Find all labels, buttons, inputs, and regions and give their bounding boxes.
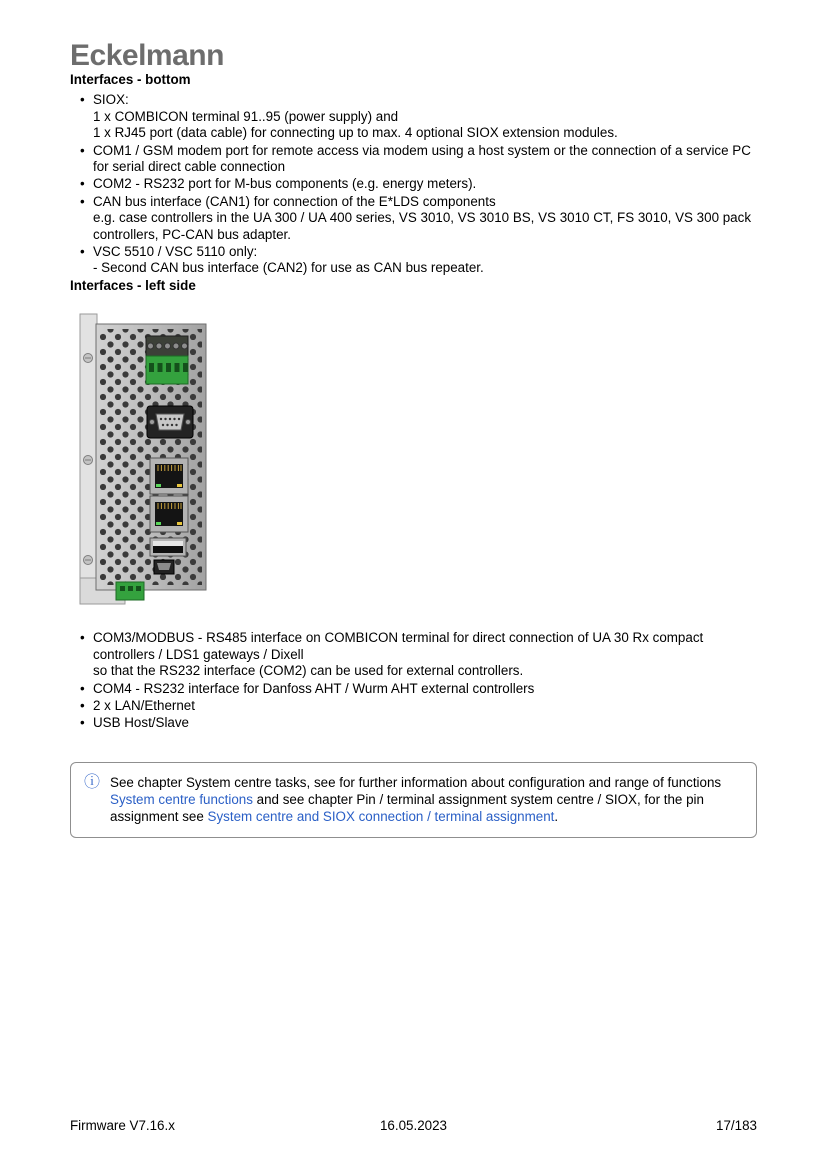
- list-item-line: 1 x RJ45 port (data cable) for connecting up to max. 4 optional SIOX extension modules.: [93, 125, 618, 141]
- list-item-line: • VSC 5510 / VSC 5110 only:: [93, 244, 258, 260]
- list-item-line: • COM4 - RS232 interface for Danfoss AHT / Wurm AHT external controllers: [93, 680, 535, 696]
- note-segment: and see chapter Pin / terminal assignment system centre / SIOX, for the pin assignment see: [110, 791, 704, 824]
- list-item-line: 1 x COMBICON terminal 91..95 (power supply) and: [93, 108, 399, 124]
- list-item-line: • USB Host/Slave: [93, 715, 190, 731]
- usb-slave-port-icon: [154, 560, 174, 574]
- device-left-side-image: [76, 310, 216, 610]
- info-icon: ⓘ: [84, 773, 101, 791]
- list-item-line: • COM3/MODBUS - RS485 interface on COMBICON terminal for direct connection of UA 30 Rx compact controllers / LDS1 gateways / Dixell: [93, 630, 704, 662]
- note-text: [110, 774, 742, 825]
- eckelmann-logo: Eckelmann: [70, 39, 224, 72]
- combicon-terminal-icon: [146, 336, 188, 384]
- link-system-centre-functions[interactable]: System centre functions: [110, 791, 253, 807]
- interfaces-left-list: [80, 630, 757, 731]
- interfaces-bottom-list: [80, 92, 757, 276]
- list-item-can: [80, 194, 757, 243]
- footer-page-number: 17/183: [716, 1118, 757, 1133]
- heading-interfaces-left-side: Interfaces - left side: [70, 277, 196, 293]
- list-item-line: e.g. case controllers in the UA 300 / UA 400 series, VS 3010, VS 3010 BS, VS 3010 CT, FS 3010, VS 300 pack controllers, PC-CAN bus adapter.: [93, 210, 752, 242]
- page-content: [70, 0, 757, 838]
- rj45-lan-port-2-icon: [150, 496, 188, 532]
- list-item-line: so that the RS232 interface (COM2) can be used for external controllers.: [93, 663, 524, 679]
- list-item-line: • CAN bus interface (CAN1) for connection of the E*LDS components: [93, 193, 496, 209]
- info-note-box: [70, 762, 757, 838]
- page-footer: [70, 1118, 757, 1134]
- list-item-vsc: [80, 244, 757, 277]
- list-item-com3: [80, 630, 757, 679]
- list-item-line: - Second CAN bus interface (CAN2) for use as CAN bus repeater.: [93, 260, 484, 276]
- bottom-combicon-connector-icon: [116, 582, 144, 600]
- list-item-siox: [80, 92, 757, 141]
- footer-date: 16.05.2023: [379, 1118, 448, 1133]
- dsub-serial-port-icon: [147, 406, 193, 438]
- note-segment: See chapter System centre tasks, see for further information about configuration and range of functions: [110, 774, 722, 790]
- usb-host-port-icon: [150, 538, 186, 556]
- list-item-usb: [80, 715, 757, 731]
- note-segment: .: [554, 808, 559, 824]
- rj45-lan-port-1-icon: [150, 458, 188, 494]
- link-system-centre-siox-terminal-assignment[interactable]: System centre and SIOX connection / terminal assignment: [207, 808, 555, 824]
- list-item-com2: [80, 176, 757, 192]
- list-item-line: • COM1 / GSM modem port for remote access via modem using a host system or the connection of a service PC for serial direct cable connection: [93, 142, 751, 175]
- footer-firmware-version: Firmware V7.16.x: [70, 1118, 175, 1133]
- list-item-lan: [80, 698, 757, 714]
- list-item-line: • COM2 - RS232 port for M-bus components (e.g. energy meters).: [93, 176, 477, 192]
- list-item-line: • 2 x LAN/Ethernet: [93, 697, 195, 713]
- list-item-com4: [80, 681, 757, 697]
- device-panel-illustration: [76, 310, 216, 610]
- heading-interfaces-bottom: Interfaces - bottom: [70, 72, 191, 87]
- list-item-line: • SIOX:: [93, 92, 129, 108]
- list-item-com1: [80, 143, 757, 176]
